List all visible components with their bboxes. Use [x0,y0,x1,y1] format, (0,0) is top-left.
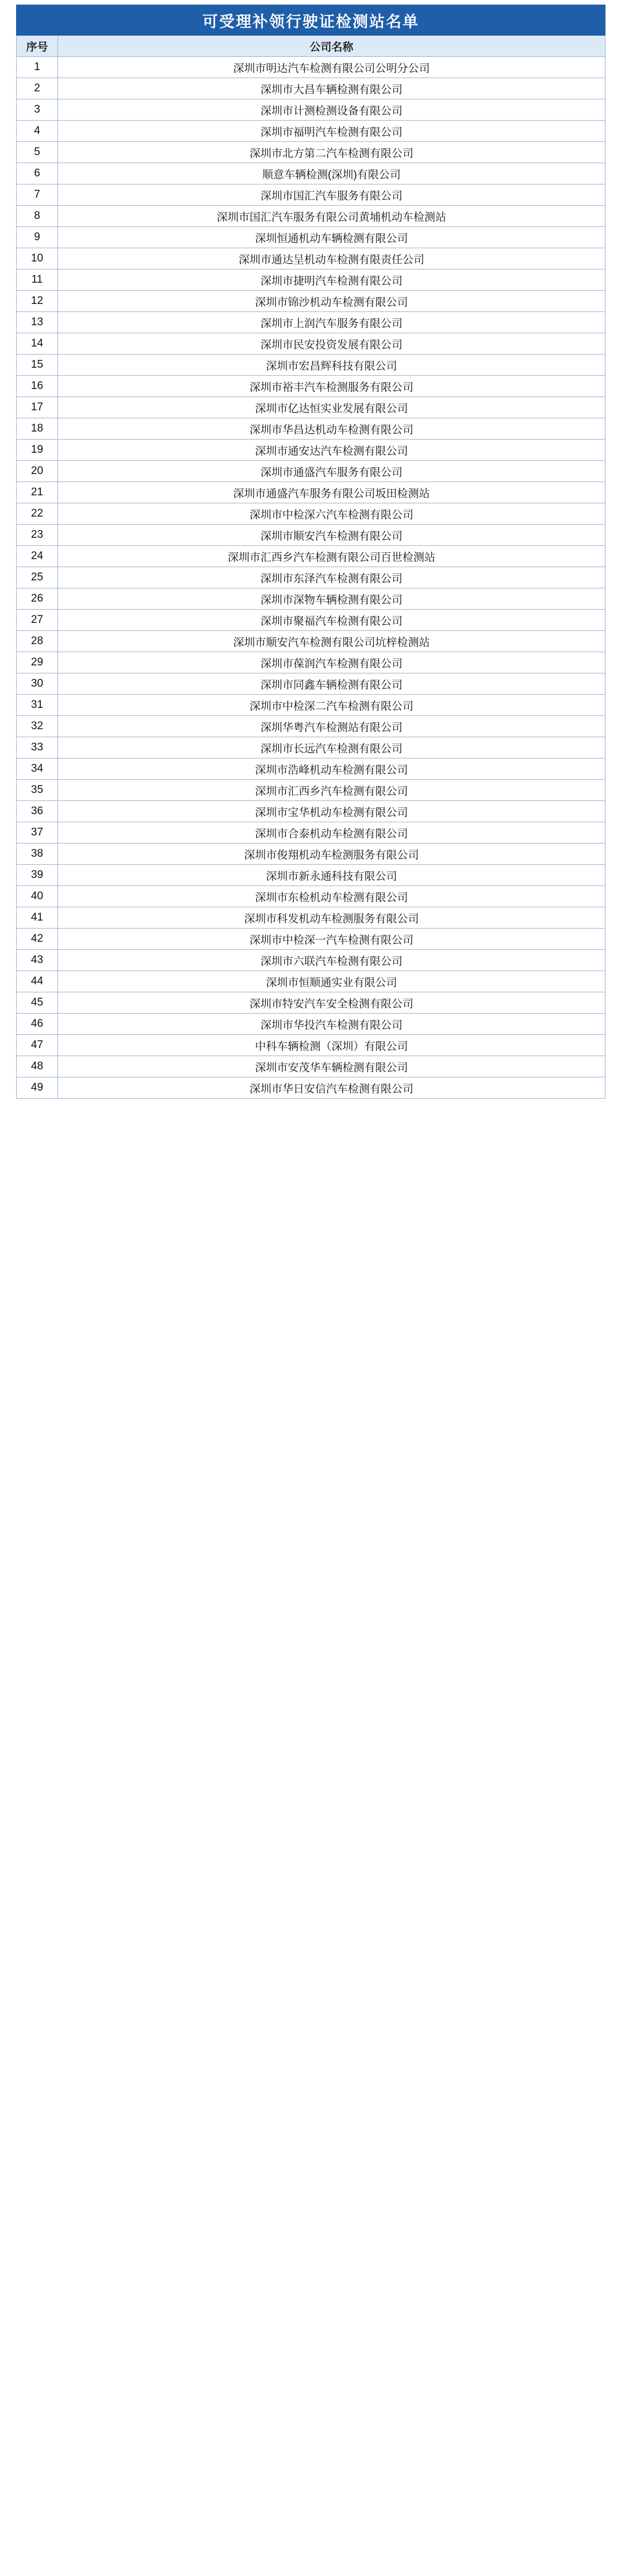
row-index: 11 [17,269,58,291]
row-index: 42 [17,929,58,950]
row-index: 18 [17,418,58,440]
header-row [17,36,605,57]
table-row [17,142,605,163]
row-index: 25 [17,567,58,588]
row-company-name: 深圳市计测检测设备有限公司 [58,99,605,121]
row-index: 14 [17,333,58,355]
row-index: 10 [17,248,58,269]
row-index: 33 [17,737,58,758]
table-row [17,971,605,992]
row-index: 29 [17,652,58,673]
row-index: 6 [17,163,58,184]
table-row [17,503,605,525]
row-company-name: 深圳市华投汽车检测有限公司 [58,1014,605,1035]
row-company-name: 深圳市通达呈机动车检测有限责任公司 [58,248,605,269]
row-index: 9 [17,227,58,248]
row-company-name: 深圳市宝华机动车检测有限公司 [58,801,605,822]
row-company-name: 深圳市浩峰机动车检测有限公司 [58,758,605,780]
row-company-name: 深圳市六联汽车检测有限公司 [58,950,605,971]
row-company-name: 深圳市顺安汽车检测有限公司坑梓检测站 [58,631,605,652]
row-index: 31 [17,695,58,716]
table-row [17,291,605,312]
row-index: 24 [17,546,58,567]
row-company-name: 深圳市东泽汽车检测有限公司 [58,567,605,588]
table-row [17,844,605,865]
table-row [17,610,605,631]
table-row [17,78,605,99]
table-row [17,333,605,355]
row-company-name: 深圳市福明汽车检测有限公司 [58,121,605,142]
table-row [17,992,605,1014]
row-company-name: 深圳市国汇汽车服务有限公司 [58,184,605,206]
table-row [17,886,605,907]
row-company-name: 深圳市聚福汽车检测有限公司 [58,610,605,631]
row-company-name: 深圳市恒顺通实业有限公司 [58,971,605,992]
table-row [17,950,605,971]
row-index: 30 [17,673,58,695]
table-row [17,184,605,206]
table-row [17,121,605,142]
row-index: 12 [17,291,58,312]
row-company-name: 深圳市汇西乡汽车检测有限公司 [58,780,605,801]
row-company-name: 深圳市新永通科技有限公司 [58,865,605,886]
row-company-name: 深圳市明达汽车检测有限公司公明分公司 [58,57,605,78]
row-company-name: 深圳市通安达汽车检测有限公司 [58,440,605,461]
table-row [17,907,605,929]
table-row [17,1014,605,1035]
row-company-name: 深圳市裕丰汽车检测服务有限公司 [58,376,605,397]
row-index: 36 [17,801,58,822]
table-row [17,525,605,546]
row-index: 35 [17,780,58,801]
row-company-name: 深圳市汇西乡汽车检测有限公司百世检测站 [58,546,605,567]
inspection-station-table [16,5,605,1099]
table-row [17,546,605,567]
table-row [17,822,605,844]
row-company-name: 深圳市特安汽车安全检测有限公司 [58,992,605,1014]
row-index: 47 [17,1035,58,1056]
row-company-name: 深圳市同鑫车辆检测有限公司 [58,673,605,695]
table-body [17,5,605,1099]
row-index: 27 [17,610,58,631]
table-row [17,227,605,248]
table-row [17,99,605,121]
table-row [17,588,605,610]
row-index: 40 [17,886,58,907]
row-company-name: 深圳市深物车辆检测有限公司 [58,588,605,610]
row-index: 20 [17,461,58,482]
table-row [17,312,605,333]
row-index: 45 [17,992,58,1014]
page-title: 可受理补领行驶证检测站名单 [17,5,605,36]
row-index: 49 [17,1077,58,1099]
table-row [17,652,605,673]
row-index: 48 [17,1056,58,1077]
row-company-name: 深圳市锦沙机动车检测有限公司 [58,291,605,312]
row-company-name: 深圳市上润汽车服务有限公司 [58,312,605,333]
row-index: 39 [17,865,58,886]
row-company-name: 深圳市宏昌辉科技有限公司 [58,355,605,376]
table-row [17,567,605,588]
row-company-name: 深圳市俊翔机动车检测服务有限公司 [58,844,605,865]
row-company-name: 深圳市科发机动车检测服务有限公司 [58,907,605,929]
row-index: 15 [17,355,58,376]
table-row [17,355,605,376]
row-index: 19 [17,440,58,461]
table-row [17,269,605,291]
row-company-name: 深圳市国汇汽车服务有限公司黄埔机动车检测站 [58,206,605,227]
table-row [17,418,605,440]
row-company-name: 深圳市华日安信汽车检测有限公司 [58,1077,605,1099]
row-company-name: 顺意车辆检测(深圳)有限公司 [58,163,605,184]
row-index: 38 [17,844,58,865]
table-row [17,1077,605,1099]
row-index: 13 [17,312,58,333]
table-row [17,758,605,780]
row-index: 23 [17,525,58,546]
row-index: 21 [17,482,58,503]
table-row [17,737,605,758]
row-index: 16 [17,376,58,397]
table-row [17,57,605,78]
row-company-name: 中科车辆检测（深圳）有限公司 [58,1035,605,1056]
row-index: 26 [17,588,58,610]
row-index: 2 [17,78,58,99]
row-company-name: 深圳市捷明汽车检测有限公司 [58,269,605,291]
row-index: 34 [17,758,58,780]
table-row [17,695,605,716]
title-row [17,5,605,36]
table-row [17,206,605,227]
row-index: 4 [17,121,58,142]
table-row [17,631,605,652]
table-row [17,440,605,461]
row-company-name: 深圳市大昌车辆检测有限公司 [58,78,605,99]
row-index: 28 [17,631,58,652]
row-index: 44 [17,971,58,992]
row-company-name: 深圳市中检深六汽车检测有限公司 [58,503,605,525]
row-index: 17 [17,397,58,418]
row-company-name: 深圳市合泰机动车检测有限公司 [58,822,605,844]
row-index: 7 [17,184,58,206]
row-index: 43 [17,950,58,971]
row-index: 22 [17,503,58,525]
column-header-company: 公司名称 [58,36,605,57]
row-index: 5 [17,142,58,163]
row-index: 37 [17,822,58,844]
row-index: 32 [17,716,58,737]
table-row [17,1056,605,1077]
row-company-name: 深圳市通盛汽车服务有限公司 [58,461,605,482]
table-row [17,673,605,695]
row-company-name: 深圳市长远汽车检测有限公司 [58,737,605,758]
row-index: 41 [17,907,58,929]
row-company-name: 深圳市安茂华车辆检测有限公司 [58,1056,605,1077]
row-company-name: 深圳华粤汽车检测站有限公司 [58,716,605,737]
table-row [17,801,605,822]
document-page [0,0,621,1104]
row-index: 8 [17,206,58,227]
table-row [17,248,605,269]
row-company-name: 深圳市东检机动车检测有限公司 [58,886,605,907]
row-company-name: 深圳市民安投资发展有限公司 [58,333,605,355]
row-company-name: 深圳市亿达恒实业发展有限公司 [58,397,605,418]
table-row [17,1035,605,1056]
table-row [17,482,605,503]
table-row [17,163,605,184]
row-company-name: 深圳市北方第二汽车检测有限公司 [58,142,605,163]
row-company-name: 深圳市葆润汽车检测有限公司 [58,652,605,673]
table-row [17,780,605,801]
table-row [17,461,605,482]
row-company-name: 深圳市中检深二汽车检测有限公司 [58,695,605,716]
row-company-name: 深圳市中检深一汽车检测有限公司 [58,929,605,950]
row-index: 46 [17,1014,58,1035]
column-header-index: 序号 [17,36,58,57]
table-row [17,397,605,418]
table-row [17,865,605,886]
row-index: 1 [17,57,58,78]
table-row [17,716,605,737]
row-company-name: 深圳市顺安汽车检测有限公司 [58,525,605,546]
table-row [17,376,605,397]
row-index: 3 [17,99,58,121]
row-company-name: 深圳恒通机动车辆检测有限公司 [58,227,605,248]
row-company-name: 深圳市华昌达机动车检测有限公司 [58,418,605,440]
row-company-name: 深圳市通盛汽车服务有限公司坂田检测站 [58,482,605,503]
table-row [17,929,605,950]
